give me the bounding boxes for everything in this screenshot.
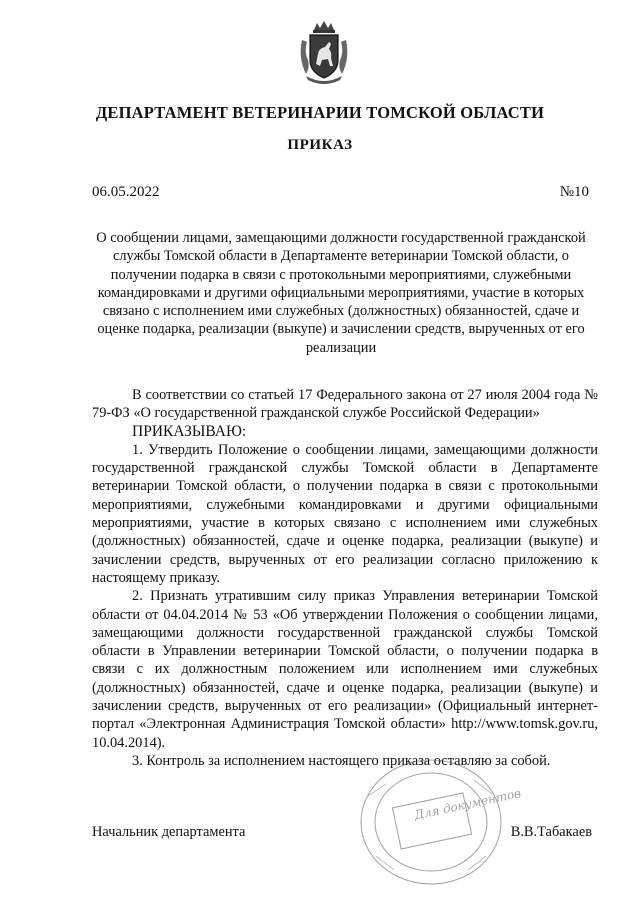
order-item-3: 3. Контроль за исполнением настоящего приказа оставляю за собой. [132, 752, 551, 769]
order-date: 06.05.2022 [92, 184, 160, 200]
signer-position: Начальник департамента [92, 824, 246, 840]
document-stamp [356, 756, 523, 891]
document-type-title: ПРИКАЗ [287, 137, 353, 153]
coat-of-arms-emblem [298, 20, 350, 84]
department-title: ДЕПАРТАМЕНТ ВЕТЕРИНАРИИ ТОМСКОЙ ОБЛАСТИ [95, 103, 545, 122]
order-item-1: 1. Утвердить Положение о сообщении лицами, замещающими должности государственной гражданской службы Томской области в Департаменте ветеринарии Томской области, о получении подарка в связи с протокольными мероприятиями, служебными командировками и другими официальными мероприятиями, участие в которых связано с исполнением ими служебных (должностных) обязанностей, сдаче и оценке подарка, реализации (выкупе) и зачислении средств, вырученных от его реализации согласно приложению к настоящему приказу. [92, 441, 598, 586]
signer-name: В.В.Табакаев [510, 824, 592, 840]
order-word: ПРИКАЗЫВАЮ: [132, 422, 247, 440]
order-body [92, 386, 598, 770]
preamble-paragraph: В соответствии со статьей 17 Федерального закона от 27 июля 2004 года № 79-ФЗ «О государственной гражданской службе Российской Федерации» [92, 387, 598, 422]
order-number: №10 [559, 184, 589, 200]
stamp-text: Для документов [413, 786, 523, 823]
order-item-2: 2. Признать утратившим силу приказ Управления ветеринарии Томской области от 04.04.2014 № 53 «Об утверждении Положения о сообщении лицами, замещающими должности государственной гражданской службы Томской области в Управлении ветеринарии Томской области, о получении подарка в связи с их должностным положением или исполнением ими служебных (должностных) обязанностей, сдаче и оценке подарка, реализации (выкупе) и зачислении средств, вырученных от его реализации» (Официальный интернет-портал «Электронная Администрация Томской области» http://www.tomsk.gov.ru, 10.04.2014). [92, 588, 598, 751]
order-subject: О сообщении лицами, замещающими должности государственной гражданской службы Томской области в Департаменте ветеринарии Томской области, о получении подарка в связи с протокольными мероприятиями, служебными командировками и другими официальными мероприятиями, участие в которых связано с исполнением ими служебных (должностных) обязанностей, сдаче и оценке подарка, реализации (выкупе) и зачислении средств, вырученных от его реализации [96, 230, 586, 356]
